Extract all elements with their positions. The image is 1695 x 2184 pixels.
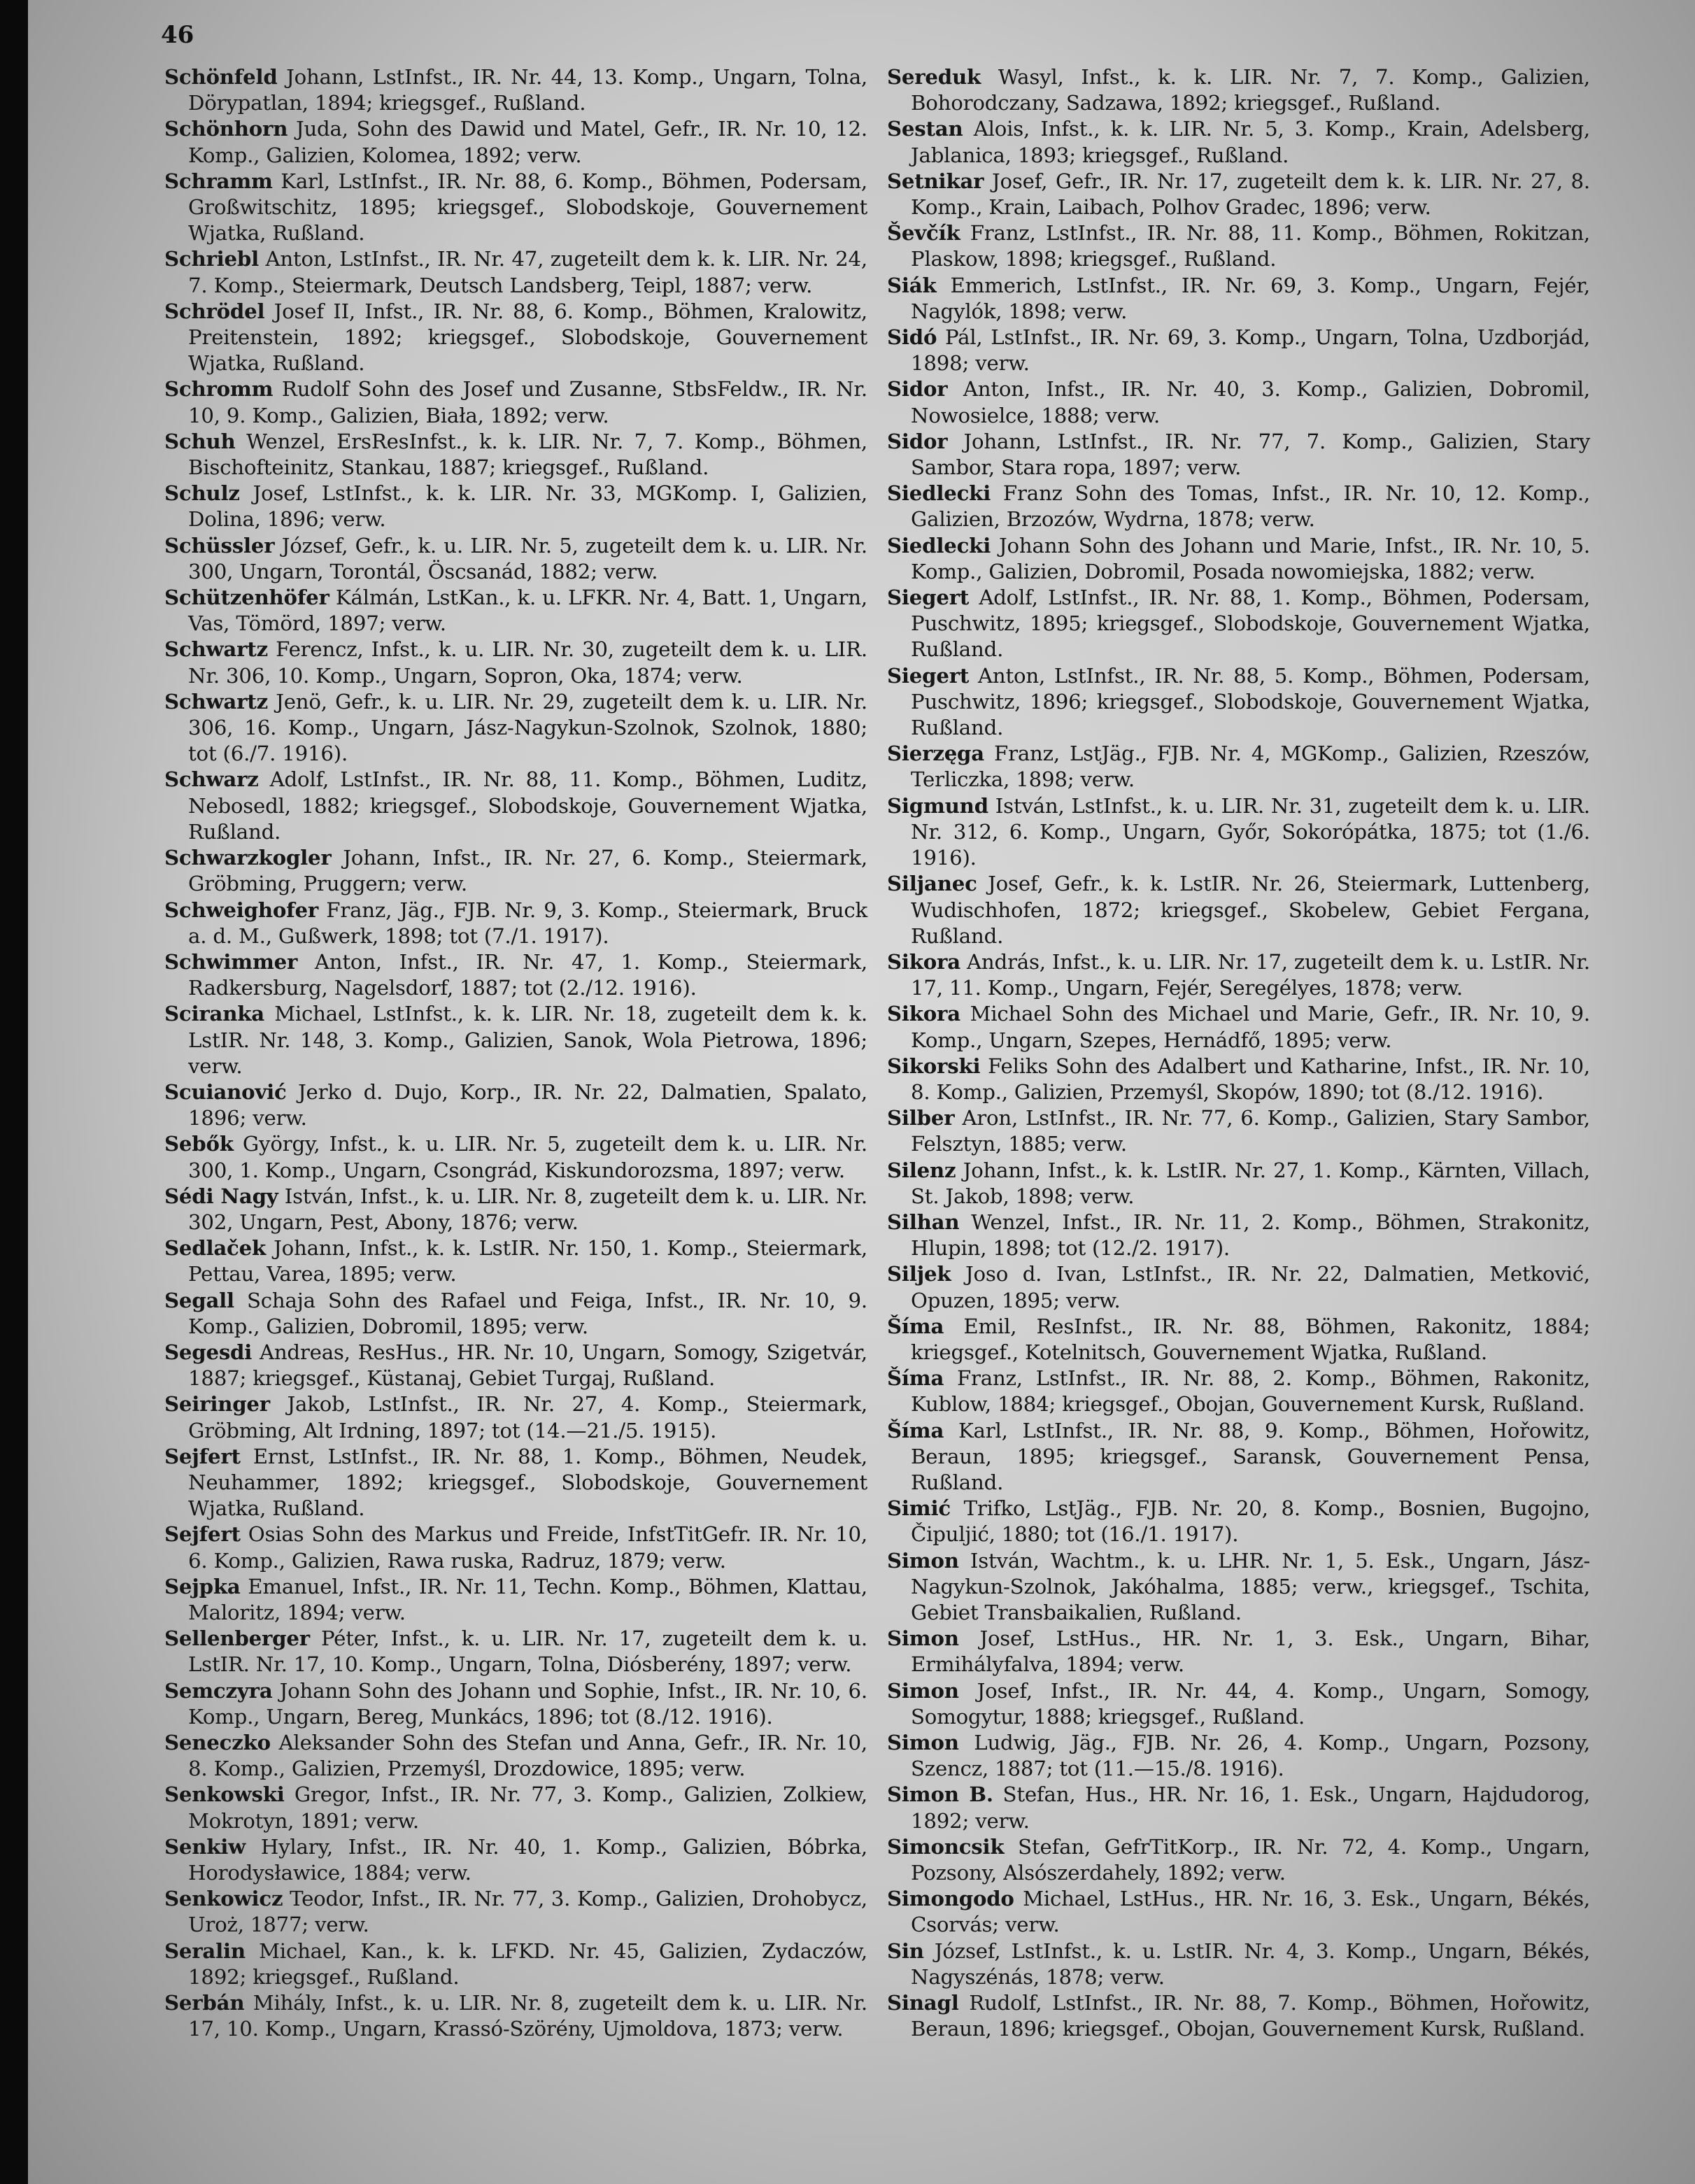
entry-surname: Seneczko bbox=[164, 1731, 271, 1754]
entry-surname: Setnikar bbox=[887, 169, 984, 193]
entry-surname: Siegert bbox=[887, 663, 970, 688]
register-entry bbox=[164, 1782, 867, 1834]
register-entry bbox=[887, 871, 1590, 949]
register-entry bbox=[164, 898, 867, 949]
register-entry bbox=[164, 585, 867, 637]
entry-details: Gregor, Infst., IR. Nr. 77, 3. Komp., Galizien, Zolkiew, Mokrotyn, 1891; verw. bbox=[188, 1782, 867, 1833]
entry-details: Michael, Kan., k. k. LFKD. Nr. 45, Galizien, Zydaczów, 1892; kriegsgef., Rußland. bbox=[188, 1938, 867, 1989]
entry-surname: Sin bbox=[887, 1938, 924, 1963]
entry-details: Stefan, Hus., HR. Nr. 16, 1. Esk., Ungarn, Hajdudorog, 1892; verw. bbox=[911, 1782, 1590, 1833]
entry-details: Andreas, ResHus., HR. Nr. 10, Ungarn, Somogy, Szigetvár, 1887; kriegsgef., Küstanaj, Gebiet Turgaj, Rußland. bbox=[188, 1340, 867, 1391]
entry-surname: Siegert bbox=[887, 586, 970, 610]
entry-details: Emil, ResInfst., IR. Nr. 88, Böhmen, Rakonitz, 1884; kriegsgef., Kotelnitsch, Gouvernement Wjatka, Rußland. bbox=[911, 1314, 1590, 1364]
register-entry bbox=[164, 1340, 867, 1391]
register-entry bbox=[887, 1366, 1590, 1417]
entry-details: Jerko d. Dujo, Korp., IR. Nr. 22, Dalmatien, Spalato, 1896; verw. bbox=[188, 1079, 867, 1130]
register-entry bbox=[164, 1522, 867, 1573]
register-entry bbox=[887, 481, 1590, 532]
entry-surname: Schwartz bbox=[164, 689, 268, 714]
register-entry bbox=[887, 1001, 1590, 1053]
register-entry bbox=[164, 689, 867, 767]
entry-details: István, Infst., k. u. LIR. Nr. 8, zugeteilt dem k. u. LIR. Nr. 302, Ungarn, Pest, Abony, 1876; verw. bbox=[188, 1184, 867, 1234]
entry-details: Johann, Infst., k. k. LstIR. Nr. 27, 1. Komp., Kärnten, Villach, St. Jakob, 1898; verw. bbox=[911, 1158, 1590, 1208]
register-entry bbox=[164, 1886, 867, 1938]
entry-details: Johann, Infst., IR. Nr. 27, 6. Komp., Steiermark, Gröbming, Pruggern; verw. bbox=[188, 846, 867, 896]
register-entry bbox=[887, 1626, 1590, 1678]
register-entry bbox=[164, 1391, 867, 1443]
entry-surname: Simoncsik bbox=[887, 1834, 1005, 1859]
entry-surname: Šíma bbox=[887, 1418, 944, 1442]
register-entry bbox=[887, 1314, 1590, 1366]
entry-details: István, LstInfst., k. u. LIR. Nr. 31, zugeteilt dem k. u. LIR. Nr. 312, 6. Komp., Ungarn, Győr, Sokorópátka, 1875; tot (1./6. 1916). bbox=[911, 793, 1590, 870]
entry-details: Josef, Gefr., k. k. LstIR. Nr. 26, Steiermark, Luttenberg, Wudischhofen, 1872; kriegsgef., Skobelew, Gebiet Fergana, Rußland. bbox=[911, 872, 1590, 948]
entry-details: András, Infst., k. u. LIR. Nr. 17, zugeteilt dem k. u. LstIR. Nr. 17, 11. Komp., Ungarn, Fejér, Seregélyes, 1878; verw. bbox=[911, 949, 1590, 1000]
register-entry bbox=[887, 220, 1590, 272]
register-entry bbox=[164, 1678, 867, 1730]
register-entry bbox=[164, 533, 867, 585]
entry-surname: Silenz bbox=[887, 1158, 956, 1182]
register-entry bbox=[887, 1782, 1590, 1834]
entry-surname: Schönfeld bbox=[164, 65, 278, 89]
entry-surname: Schromm bbox=[164, 377, 274, 402]
entry-surname: Šíma bbox=[887, 1366, 944, 1391]
entry-details: Josef, Infst., IR. Nr. 44, 4. Komp., Ungarn, Somogy, Somogytur, 1888; kriegsgef., Rußland. bbox=[911, 1678, 1590, 1729]
entry-details: Emmerich, LstInfst., IR. Nr. 69, 3. Komp., Ungarn, Fejér, Nagylók, 1898; verw. bbox=[911, 273, 1590, 323]
entry-surname: Simon B. bbox=[887, 1782, 993, 1807]
entry-surname: Siedlecki bbox=[887, 481, 991, 506]
entry-surname: Schwimmer bbox=[164, 949, 298, 974]
entry-surname: Senkiw bbox=[164, 1834, 246, 1859]
entry-surname: Senkowski bbox=[164, 1782, 285, 1807]
entry-surname: Schützenhöfer bbox=[164, 586, 329, 610]
entry-surname: Sellenberger bbox=[164, 1626, 310, 1651]
entry-details: Franz, Jäg., FJB. Nr. 9, 3. Komp., Steiermark, Bruck a. d. M., Gußwerk, 1898; tot (7./1. 1917). bbox=[188, 898, 867, 948]
register-entry bbox=[887, 1678, 1590, 1730]
entry-details: József, Gefr., k. u. LIR. Nr. 5, zugeteilt dem k. u. LIR. Nr. 300, Ungarn, Torontál, Öscsanád, 1882; verw. bbox=[188, 533, 867, 583]
entry-details: Osias Sohn des Markus und Freide, InfstTitGefr. IR. Nr. 10, 6. Komp., Galizien, Rawa ruska, Radruz, 1879; verw. bbox=[188, 1522, 867, 1573]
entry-details: Pál, LstInfst., IR. Nr. 69, 3. Komp., Ungarn, Tolna, Uzdborjád, 1898; verw. bbox=[911, 325, 1590, 376]
entry-surname: Schwarzkogler bbox=[164, 846, 332, 870]
entry-details: Feliks Sohn des Adalbert und Katharine, Infst., IR. Nr. 10, 8. Komp., Galizien, Przemyśl, Skopów, 1890; tot (8./12. 1916). bbox=[911, 1054, 1590, 1104]
register-entry bbox=[887, 949, 1590, 1001]
register-entry bbox=[887, 533, 1590, 585]
entry-details: Wenzel, ErsResInfst., k. k. LIR. Nr. 7, 7. Komp., Böhmen, Bischofteinitz, Stankau, 1887; kriegsgef., Rußland. bbox=[188, 429, 867, 480]
entry-details: Péter, Infst., k. u. LIR. Nr. 17, zugeteilt dem k. u. LstIR. Nr. 17, 10. Komp., Ungarn, Tolna, Diósberény, 1897; verw. bbox=[188, 1626, 867, 1677]
register-entry bbox=[887, 273, 1590, 325]
entry-details: Anton, LstInfst., IR. Nr. 47, zugeteilt dem k. k. LIR. Nr. 24, 7. Komp., Steiermark, Deutsch Landsberg, Teipl, 1887; verw. bbox=[188, 247, 867, 297]
entry-surname: Scuianović bbox=[164, 1079, 287, 1104]
register-entry bbox=[887, 169, 1590, 220]
entry-details: Joso d. Ivan, LstInfst., IR. Nr. 22, Dalmatien, Metković, Opuzen, 1895; verw. bbox=[911, 1262, 1590, 1312]
entry-surname: Sikora bbox=[887, 949, 960, 974]
entry-surname: Segesdi bbox=[164, 1340, 253, 1364]
right-column bbox=[887, 64, 1590, 2042]
register-entry bbox=[164, 429, 867, 481]
entry-details: Aleksander Sohn des Stefan und Anna, Gefr., IR. Nr. 10, 8. Komp., Galizien, Przemyśl, Drozdowice, 1895; verw. bbox=[188, 1731, 867, 1781]
register-entry bbox=[887, 1496, 1590, 1547]
entry-details: Johann, Infst., k. k. LstIR. Nr. 150, 1. Komp., Steiermark, Pettau, Varea, 1895; verw. bbox=[188, 1236, 867, 1286]
register-entry bbox=[887, 741, 1590, 793]
entry-surname: Schönhorn bbox=[164, 117, 288, 141]
entry-details: Adolf, LstInfst., IR. Nr. 88, 1. Komp., Böhmen, Podersam, Puschwitz, 1895; kriegsgef., Slobodskoje, Gouvernement Wjatka, Rußland. bbox=[911, 586, 1590, 662]
register-entry bbox=[164, 1001, 867, 1079]
register-entry bbox=[164, 376, 867, 428]
register-entry bbox=[887, 793, 1590, 872]
entry-details: Adolf, LstInfst., IR. Nr. 88, 11. Komp., Böhmen, Luditz, Nebosedl, 1882; kriegsgef., Slobodskoje, Gouvernement Wjatka, Rußland. bbox=[188, 767, 867, 844]
entry-surname: Sebők bbox=[164, 1132, 234, 1156]
register-entry bbox=[887, 116, 1590, 168]
register-entry bbox=[164, 637, 867, 688]
entry-surname: Segall bbox=[164, 1288, 234, 1312]
register-entry bbox=[164, 1131, 867, 1183]
register-entry bbox=[887, 376, 1590, 428]
entry-details: Franz, LstInfst., IR. Nr. 88, 11. Komp., Böhmen, Rokitzan, Plaskow, 1898; kriegsgef., Rußland. bbox=[911, 221, 1590, 271]
entry-surname: Siedlecki bbox=[887, 533, 991, 558]
entry-details: Anton, Infst., IR. Nr. 47, 1. Komp., Steiermark, Radkersburg, Nagelsdorf, 1887; tot (2./12. 1916). bbox=[188, 949, 867, 1000]
entry-surname: Schriebl bbox=[164, 247, 260, 271]
register-entry bbox=[164, 1288, 867, 1340]
entry-surname: Schweighofer bbox=[164, 898, 319, 922]
register-entry bbox=[887, 1730, 1590, 1782]
entry-surname: Silber bbox=[887, 1106, 955, 1130]
entry-details: Juda, Sohn des Dawid und Matel, Gefr., IR. Nr. 10, 12. Komp., Galizien, Kolomea, 1892; verw. bbox=[188, 117, 867, 167]
entry-details: Michael, LstHus., HR. Nr. 16, 3. Esk., Ungarn, Békés, Csorvás; verw. bbox=[911, 1887, 1590, 1937]
entry-surname: Sierzęga bbox=[887, 742, 984, 766]
entry-details: Rudolf, LstInfst., IR. Nr. 88, 7. Komp., Böhmen, Hořowitz, Beraun, 1896; kriegsgef., Obojan, Gouvernement Kursk, Rußland. bbox=[911, 1991, 1590, 2041]
entry-surname: Šíma bbox=[887, 1314, 944, 1338]
register-entry bbox=[887, 663, 1590, 742]
entry-surname: Schüssler bbox=[164, 533, 275, 558]
entry-surname: Schuh bbox=[164, 429, 236, 453]
entry-details: Schaja Sohn des Rafael und Feiga, Infst., IR. Nr. 10, 9. Komp., Galizien, Dobromil, 1895; verw. bbox=[188, 1288, 867, 1338]
entry-details: Franz, LstInfst., IR. Nr. 88, 2. Komp., Böhmen, Rakonitz, Kublow, 1884; kriegsgef., Obojan, Gouvernement Kursk, Rußland. bbox=[911, 1366, 1590, 1417]
register-entry bbox=[164, 1990, 867, 2042]
entry-details: Josef, Gefr., IR. Nr. 17, zugeteilt dem k. k. LIR. Nr. 27, 8. Komp., Krain, Laibach, Polhov Gradec, 1896; verw. bbox=[911, 169, 1590, 220]
entry-details: Jenö, Gefr., k. u. LIR. Nr. 29, zugeteilt dem k. u. LIR. Nr. 306, 16. Komp., Ungarn, Jász-Nagykun-Szolnok, Szolnok, 1880; tot (6./7. 1916). bbox=[188, 689, 867, 766]
entry-details: Wenzel, Infst., IR. Nr. 11, 2. Komp., Böhmen, Strakonitz, Hlupin, 1898; tot (12./2. 1917). bbox=[911, 1210, 1590, 1261]
entry-surname: Simon bbox=[887, 1548, 959, 1573]
register-entry bbox=[164, 845, 867, 897]
entry-surname: Schwartz bbox=[164, 637, 268, 662]
entry-surname: Sikora bbox=[887, 1002, 960, 1026]
register-entry bbox=[164, 767, 867, 845]
entry-surname: Sédi Nagy bbox=[164, 1184, 278, 1208]
register-entry bbox=[887, 64, 1590, 116]
entry-details: József, LstInfst., k. u. LstIR. Nr. 4, 3. Komp., Ungarn, Békés, Nagyszénás, 1878; verw. bbox=[911, 1938, 1590, 1989]
register-entry bbox=[887, 1886, 1590, 1938]
register-entry bbox=[887, 1938, 1590, 1990]
register-entry bbox=[887, 1834, 1590, 1886]
register-entry bbox=[164, 949, 867, 1001]
register-entry bbox=[164, 169, 867, 247]
entry-surname: Siljek bbox=[887, 1262, 951, 1286]
entry-details: Hylary, Infst., IR. Nr. 40, 1. Komp., Galizien, Bóbrka, Horodysławice, 1884; verw. bbox=[188, 1834, 867, 1885]
entry-details: Alois, Infst., k. k. LIR. Nr. 5, 3. Komp., Krain, Adelsberg, Jablanica, 1893; kriegsgef., Rußland. bbox=[911, 117, 1590, 167]
register-entry bbox=[887, 325, 1590, 376]
entry-surname: Sidó bbox=[887, 325, 937, 350]
register-entry bbox=[164, 1079, 867, 1131]
register-entry bbox=[887, 429, 1590, 481]
register-entry bbox=[164, 299, 867, 377]
entry-surname: Semczyra bbox=[164, 1678, 273, 1703]
entry-surname: Seralin bbox=[164, 1938, 246, 1963]
entry-surname: Schrödel bbox=[164, 299, 265, 323]
entry-details: Johann, LstInfst., IR. Nr. 77, 7. Komp., Galizien, Stary Sambor, Stara ropa, 1897; verw. bbox=[911, 429, 1590, 480]
entry-surname: Sciranka bbox=[164, 1002, 264, 1026]
entry-details: György, Infst., k. u. LIR. Nr. 5, zugeteilt dem k. u. LIR. Nr. 300, 1. Komp., Ungarn, Csongrád, Kiskundorozsma, 1897; verw. bbox=[188, 1132, 867, 1182]
entry-details: Ferencz, Infst., k. u. LIR. Nr. 30, zugeteilt dem k. u. LIR. Nr. 306, 10. Komp., Ungarn, Sopron, Oka, 1874; verw. bbox=[188, 637, 867, 688]
entry-details: Ernst, LstInfst., IR. Nr. 88, 1. Komp., Böhmen, Neudek, Neuhammer, 1892; kriegsgef., Slobodskoje, Gouvernement Wjatka, Rußland. bbox=[188, 1444, 867, 1521]
entry-details: Anton, LstInfst., IR. Nr. 88, 5. Komp., Böhmen, Podersam, Puschwitz, 1896; kriegsgef., Slobodskoje, Gouvernement Wjatka, Rußland. bbox=[911, 663, 1590, 740]
document-page bbox=[28, 0, 1695, 2184]
entry-surname: Sigmund bbox=[887, 793, 988, 818]
entry-details: Josef, LstInfst., k. k. LIR. Nr. 33, MGKomp. I, Galizien, Dolina, 1896; verw. bbox=[188, 481, 867, 532]
register-entry bbox=[887, 1158, 1590, 1210]
register-entry bbox=[164, 1574, 867, 1626]
register-entry bbox=[164, 246, 867, 298]
register-entry bbox=[887, 1548, 1590, 1626]
entry-details: Franz Sohn des Tomas, Infst., IR. Nr. 10, 12. Komp., Galizien, Brzozów, Wydrna, 1878; verw. bbox=[911, 481, 1590, 532]
register-entry bbox=[887, 1105, 1590, 1157]
register-entry bbox=[164, 116, 867, 168]
entry-surname: Ševčík bbox=[887, 221, 960, 246]
register-entry bbox=[164, 1444, 867, 1522]
left-column bbox=[164, 64, 867, 2042]
entry-surname: Schwarz bbox=[164, 767, 259, 792]
entry-details: Teodor, Infst., IR. Nr. 77, 3. Komp., Galizien, Drohobycz, Uroż, 1877; verw. bbox=[188, 1887, 867, 1937]
entry-details: Josef, LstHus., HR. Nr. 1, 3. Esk., Ungarn, Bihar, Ermihályfalva, 1894; verw. bbox=[911, 1626, 1590, 1677]
entry-surname: Serbán bbox=[164, 1991, 245, 2015]
entry-details: Aron, LstInfst., IR. Nr. 77, 6. Komp., Galizien, Stary Sambor, Felsztyn, 1885; verw. bbox=[911, 1106, 1590, 1156]
entry-surname: Schulz bbox=[164, 481, 240, 506]
entry-surname: Seiringer bbox=[164, 1392, 270, 1417]
entry-surname: Sestan bbox=[887, 117, 963, 141]
register-entry bbox=[164, 1626, 867, 1678]
register-entry bbox=[164, 1834, 867, 1886]
entry-details: Rudolf Sohn des Josef und Zusanne, StbsFeldw., IR. Nr. 10, 9. Komp., Galizien, Biała, 1892; verw. bbox=[188, 377, 867, 427]
entry-surname: Simon bbox=[887, 1626, 959, 1651]
register-entry bbox=[164, 1730, 867, 1782]
entry-details: Trifko, LstJäg., FJB. Nr. 20, 8. Komp., Bosnien, Bugojno, Čipuljić, 1880; tot (16./1. 1917). bbox=[911, 1496, 1590, 1547]
entry-details: Anton, Infst., IR. Nr. 40, 3. Komp., Galizien, Dobromil, Nowosielce, 1888; verw. bbox=[911, 377, 1590, 427]
register-entry bbox=[887, 1054, 1590, 1105]
entry-details: Josef II, Infst., IR. Nr. 88, 6. Komp., Böhmen, Kralowitz, Preitenstein, 1892; kriegsgef., Slobodskoje, Gouvernement Wjatka, Rußland. bbox=[188, 299, 867, 376]
register-entry bbox=[164, 1938, 867, 1990]
register-entry bbox=[164, 1235, 867, 1287]
register-entry bbox=[164, 1184, 867, 1235]
entry-surname: Simić bbox=[887, 1496, 951, 1521]
register-entry bbox=[887, 1418, 1590, 1496]
register-entry bbox=[887, 1261, 1590, 1313]
register-entry bbox=[887, 1990, 1590, 2042]
entry-details: Michael, LstInfst., k. k. LIR. Nr. 18, zugeteilt dem k. k. LstIR. Nr. 148, 3. Komp., Galizien, Sanok, Wola Pietrowa, 1896; verw. bbox=[188, 1002, 867, 1078]
entry-details: Ludwig, Jäg., FJB. Nr. 26, 4. Komp., Ungarn, Pozsony, Szencz, 1887; tot (11.—15./8. 1916). bbox=[911, 1731, 1590, 1781]
entry-details: Michael Sohn des Michael und Marie, Gefr., IR. Nr. 10, 9. Komp., Ungarn, Szepes, Hernádfő, 1895; verw. bbox=[911, 1002, 1590, 1052]
entry-surname: Sereduk bbox=[887, 65, 981, 89]
entry-details: Jakob, LstInfst., IR. Nr. 27, 4. Komp., Steiermark, Gröbming, Alt Irdning, 1897; tot (14.—21./5. 1915). bbox=[188, 1392, 867, 1442]
entry-surname: Schramm bbox=[164, 169, 273, 193]
entry-surname: Simon bbox=[887, 1731, 959, 1754]
entry-surname: Senkowicz bbox=[164, 1887, 283, 1911]
entry-details: Karl, LstInfst., IR. Nr. 88, 9. Komp., Böhmen, Hořowitz, Beraun, 1895; kriegsgef., Saransk, Gouvernement Pensa, Rußland. bbox=[911, 1418, 1590, 1494]
entry-surname: Sejfert bbox=[164, 1444, 241, 1468]
register-entry bbox=[164, 64, 867, 116]
entry-surname: Sidor bbox=[887, 429, 948, 453]
register-entry bbox=[887, 1210, 1590, 1261]
entry-surname: Sedlaček bbox=[164, 1236, 267, 1261]
entry-surname: Siljanec bbox=[887, 872, 977, 896]
register-entry bbox=[887, 585, 1590, 663]
register-entry bbox=[164, 481, 867, 532]
entry-details: Franz, LstJäg., FJB. Nr. 4, MGKomp., Galizien, Rzeszów, Terliczka, 1898; verw. bbox=[911, 742, 1590, 792]
entry-surname: Sinagl bbox=[887, 1991, 959, 2015]
entry-surname: Simongodo bbox=[887, 1887, 1014, 1911]
entry-surname: Sejpka bbox=[164, 1574, 241, 1598]
entry-details: Johann Sohn des Johann und Marie, Infst., IR. Nr. 10, 5. Komp., Galizien, Dobromil, Posada nowomiejska, 1882; verw. bbox=[911, 533, 1590, 583]
entry-details: Johann, LstInfst., IR. Nr. 44, 13. Komp., Ungarn, Tolna, Dörypatlan, 1894; kriegsgef., Rußland. bbox=[188, 65, 867, 115]
page-number: 46 bbox=[161, 21, 194, 49]
entry-details: Kálmán, LstKan., k. u. LFKR. Nr. 4, Batt. 1, Ungarn, Vas, Tömörd, 1897; verw. bbox=[188, 586, 867, 636]
entry-details: Wasyl, Infst., k. k. LIR. Nr. 7, 7. Komp., Galizien, Bohorodczany, Sadzawa, 1892; kriegsgef., Rußland. bbox=[911, 65, 1590, 115]
entry-surname: Sejfert bbox=[164, 1522, 241, 1547]
entry-surname: Sikorski bbox=[887, 1054, 981, 1078]
entry-details: Mihály, Infst., k. u. LIR. Nr. 8, zugeteilt dem k. u. LIR. Nr. 17, 10. Komp., Ungarn, Krassó-Szörény, Ujmoldova, 1873; verw. bbox=[188, 1991, 867, 2041]
entry-details: Johann Sohn des Johann und Sophie, Infst., IR. Nr. 10, 6. Komp., Ungarn, Bereg, Munkács, 1896; tot (8./12. 1916). bbox=[188, 1678, 867, 1729]
entry-surname: Siák bbox=[887, 273, 937, 297]
entry-details: István, Wachtm., k. u. LHR. Nr. 1, 5. Esk., Ungarn, Jász-Nagykun-Szolnok, Jakóhalma, 1885; verw., kriegsgef., Tschita, Gebiet Transbaikalien, Rußland. bbox=[911, 1548, 1590, 1624]
entry-surname: Sidor bbox=[887, 377, 948, 402]
entry-details: Emanuel, Infst., IR. Nr. 11, Techn. Komp., Böhmen, Klattau, Maloritz, 1894; verw. bbox=[188, 1574, 867, 1624]
entry-surname: Silhan bbox=[887, 1210, 960, 1234]
entry-surname: Simon bbox=[887, 1678, 959, 1703]
entry-details: Stefan, GefrTitKorp., IR. Nr. 72, 4. Komp., Ungarn, Pozsony, Alsószerdahely, 1892; verw. bbox=[911, 1834, 1590, 1885]
entry-details: Karl, LstInfst., IR. Nr. 88, 6. Komp., Böhmen, Podersam, Großwitschitz, 1895; kriegsgef., Slobodskoje, Gouvernement Wjatka, Rußland. bbox=[188, 169, 867, 246]
